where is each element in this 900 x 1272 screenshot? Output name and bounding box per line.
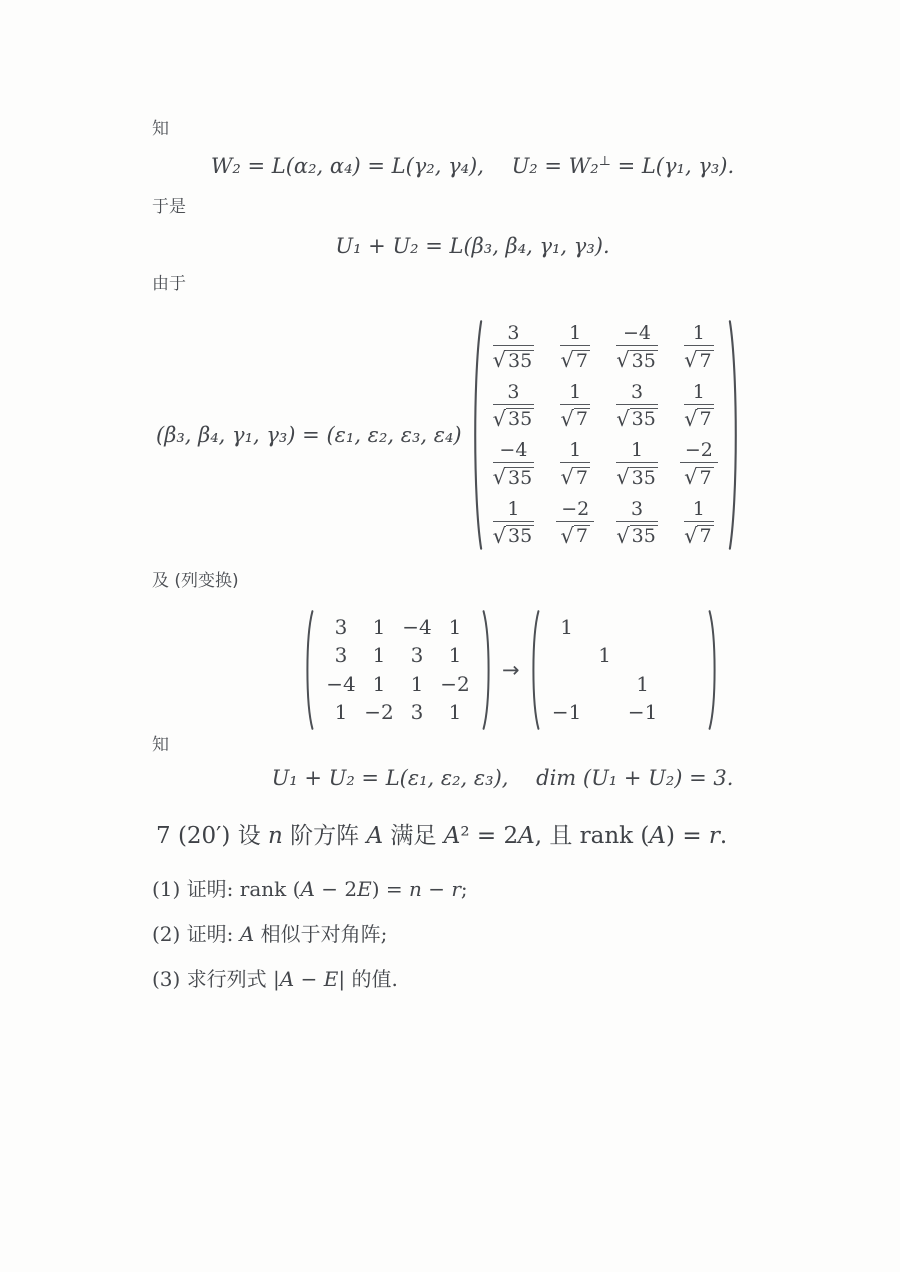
matrix-cell bbox=[616, 381, 658, 431]
fraction-denominator bbox=[684, 348, 713, 372]
sqrt-icon: √ bbox=[560, 348, 574, 373]
heading-text: 阶方阵 bbox=[282, 823, 367, 849]
matrix-cell bbox=[616, 439, 658, 489]
matrix-cell bbox=[616, 322, 658, 372]
heading-text: . bbox=[719, 823, 728, 849]
paren-right-icon bbox=[728, 319, 741, 551]
matrix-cell bbox=[560, 381, 589, 431]
fraction-numerator: 1 bbox=[616, 439, 658, 463]
equation-w2 bbox=[211, 154, 734, 178]
math-var-n: n bbox=[408, 877, 422, 901]
radicand: 7 bbox=[575, 349, 588, 372]
radicand: 35 bbox=[631, 525, 656, 548]
matrix-equation bbox=[156, 319, 900, 551]
fraction-denominator bbox=[493, 348, 535, 372]
matrix-cell: 1 bbox=[372, 671, 386, 696]
radicand: 7 bbox=[575, 408, 588, 431]
fraction-denominator bbox=[616, 524, 658, 548]
matrix-cell: −2 bbox=[440, 671, 470, 696]
math-var-r: r bbox=[451, 877, 461, 901]
radicand: 7 bbox=[699, 466, 712, 489]
matrix-cell bbox=[493, 498, 535, 548]
radicand: 7 bbox=[699, 525, 712, 548]
sqrt-icon: √ bbox=[560, 406, 574, 431]
fraction-denominator bbox=[616, 348, 658, 372]
fraction-denominator bbox=[616, 407, 658, 431]
heading-text: , 且 rank ( bbox=[534, 823, 650, 849]
fraction-numerator: 3 bbox=[493, 322, 535, 346]
math-var-A: A bbox=[518, 823, 535, 849]
problem7-heading bbox=[156, 820, 900, 852]
fraction-denominator bbox=[680, 465, 718, 489]
label-ji-column-transform: 及 (列变换) bbox=[152, 571, 239, 591]
fraction-denominator bbox=[616, 465, 658, 489]
matrix-cell: 3 bbox=[410, 699, 424, 724]
matrix-cell: 1 bbox=[334, 699, 348, 724]
item-text: ) = bbox=[371, 877, 409, 901]
matrix-cell bbox=[684, 498, 713, 548]
equation-u1u2: U₁ + U₂ = L(β₃, β₄, γ₁, γ₃). bbox=[335, 234, 610, 258]
matrix-cell: 3 bbox=[334, 615, 348, 640]
fraction-numerator: 3 bbox=[493, 381, 535, 405]
matrix-after bbox=[529, 610, 719, 730]
sqrt-icon: √ bbox=[616, 523, 630, 548]
fraction-numerator: −2 bbox=[556, 498, 594, 522]
matrix-transform-row bbox=[303, 610, 900, 730]
matrix-cell: 1 bbox=[410, 671, 424, 696]
item-text: − 2 bbox=[314, 877, 358, 901]
fraction-numerator: −2 bbox=[680, 439, 718, 463]
radicand: 7 bbox=[575, 525, 588, 548]
fraction-numerator: 3 bbox=[616, 498, 658, 522]
fraction-denominator bbox=[560, 465, 589, 489]
item-text: − bbox=[294, 967, 324, 991]
sqrt-icon: √ bbox=[492, 406, 507, 431]
sqrt-icon: √ bbox=[560, 523, 574, 548]
item-text: (1) 证明: rank ( bbox=[152, 877, 301, 901]
matrix-cell: 1 bbox=[448, 643, 462, 668]
matrix-cell: −4 bbox=[402, 615, 432, 640]
fraction-numerator: 3 bbox=[616, 381, 658, 405]
fraction-denominator bbox=[684, 524, 713, 548]
matrix-before bbox=[303, 610, 493, 730]
perp-superscript: ⊥ bbox=[598, 154, 611, 169]
fraction-numerator: 1 bbox=[493, 498, 535, 522]
matrix-cell: −1 bbox=[551, 699, 582, 724]
matrix-grid bbox=[483, 319, 728, 551]
problem7-item-2 bbox=[152, 921, 900, 947]
heading-text: ² = 2 bbox=[460, 823, 519, 849]
orthonormal-matrix bbox=[470, 319, 741, 551]
matrix-cell bbox=[684, 322, 713, 372]
matrix-cell: 1 bbox=[448, 615, 462, 640]
sqrt-icon: √ bbox=[684, 465, 698, 490]
heading-text: 满足 bbox=[383, 823, 444, 849]
matrix-cell bbox=[680, 439, 718, 489]
label-youyu: 由于 bbox=[152, 274, 186, 294]
matrix-grid bbox=[540, 610, 708, 730]
equation-dim: U₁ + U₂ = L(ε₁, ε₂, ε₃), dim (U₁ + U₂) = 3. bbox=[271, 766, 734, 790]
matrix-cell: 1 bbox=[636, 671, 649, 696]
math-var-A: A bbox=[239, 922, 255, 946]
sqrt-icon: √ bbox=[560, 465, 574, 490]
paren-right-icon bbox=[482, 610, 493, 730]
matrix-cell: 3 bbox=[334, 643, 348, 668]
paren-left-icon bbox=[470, 319, 483, 551]
matrix-cell: 1 bbox=[560, 615, 573, 640]
fraction-denominator bbox=[493, 407, 535, 431]
matrix-cell bbox=[493, 439, 535, 489]
fraction-numerator: 1 bbox=[684, 498, 713, 522]
matrix-cell: 1 bbox=[372, 643, 386, 668]
radicand: 35 bbox=[508, 349, 533, 372]
matrix-cell bbox=[493, 381, 535, 431]
sqrt-icon: √ bbox=[616, 465, 630, 490]
problem7-item-3 bbox=[152, 966, 900, 992]
sqrt-icon: √ bbox=[492, 465, 507, 490]
matrix-cell bbox=[560, 439, 589, 489]
paren-right-icon bbox=[708, 610, 719, 730]
item-text: (3) 求行列式 | bbox=[152, 967, 280, 991]
fraction-denominator bbox=[556, 524, 594, 548]
fraction-numerator: −4 bbox=[493, 439, 535, 463]
equation-dim-line bbox=[0, 764, 900, 792]
math-var-A: A bbox=[443, 823, 461, 849]
label-yushi: 于是 bbox=[152, 197, 186, 217]
fraction-denominator bbox=[684, 407, 713, 431]
matrix-equation-lhs: (β₃, β₄, γ₁, γ₃) = (ε₁, ε₂, ε₃, ε₄) bbox=[156, 423, 462, 447]
matrix-cell: 1 bbox=[372, 615, 386, 640]
fraction-numerator: 1 bbox=[560, 322, 589, 346]
math-var-A: A bbox=[366, 823, 384, 849]
item-text: − bbox=[421, 877, 452, 901]
item-text: | 的值. bbox=[338, 967, 398, 991]
math-var-E: E bbox=[357, 877, 372, 901]
matrix-cell: 1 bbox=[448, 699, 462, 724]
arrow-icon: → bbox=[502, 658, 520, 682]
item-text: ; bbox=[460, 877, 468, 901]
math-var-r: r bbox=[708, 823, 720, 849]
radicand: 35 bbox=[508, 466, 533, 489]
label-zhi-1: 知 bbox=[152, 119, 169, 139]
radicand: 35 bbox=[631, 466, 656, 489]
fraction-denominator bbox=[493, 524, 535, 548]
heading-text: ) = bbox=[666, 823, 709, 849]
math-var-A: A bbox=[300, 877, 315, 901]
fraction-denominator bbox=[493, 465, 535, 489]
fraction-numerator: 1 bbox=[560, 381, 589, 405]
fraction-numerator: 1 bbox=[684, 381, 713, 405]
sqrt-icon: √ bbox=[684, 348, 698, 373]
fraction-numerator: −4 bbox=[616, 322, 658, 346]
matrix-cell bbox=[684, 381, 713, 431]
sqrt-icon: √ bbox=[492, 348, 507, 373]
item-text: 相似于对角阵; bbox=[254, 922, 388, 946]
sqrt-icon: √ bbox=[492, 523, 507, 548]
math-var-n: n bbox=[268, 823, 283, 849]
radicand: 7 bbox=[699, 408, 712, 431]
radicand: 35 bbox=[508, 408, 533, 431]
label-zhi-2: 知 bbox=[152, 735, 169, 755]
matrix-cell: −1 bbox=[627, 699, 658, 724]
fraction-numerator: 1 bbox=[684, 322, 713, 346]
math-var-A: A bbox=[279, 967, 295, 991]
equation-w2-part1: W₂ = L(α₂, α₄) = L(γ₂, γ₄), U₂ = W₂ bbox=[210, 154, 599, 178]
item-text: (2) 证明: bbox=[152, 922, 240, 946]
math-var-A: A bbox=[649, 823, 667, 849]
paren-left-icon bbox=[303, 610, 314, 730]
radicand: 7 bbox=[575, 466, 588, 489]
heading-text: 7 (20′) 设 bbox=[156, 823, 269, 849]
problem7-item-1 bbox=[152, 876, 900, 902]
matrix-cell: −2 bbox=[364, 699, 394, 724]
equation-w2-line bbox=[0, 152, 900, 180]
matrix-cell bbox=[493, 322, 535, 372]
matrix-grid bbox=[314, 610, 482, 730]
math-var-E: E bbox=[323, 967, 339, 991]
sqrt-icon: √ bbox=[684, 523, 698, 548]
radicand: 35 bbox=[508, 525, 533, 548]
fraction-denominator bbox=[560, 407, 589, 431]
matrix-cell: −4 bbox=[326, 671, 356, 696]
radicand: 35 bbox=[631, 349, 656, 372]
sqrt-icon: √ bbox=[684, 406, 698, 431]
matrix-cell bbox=[616, 498, 658, 548]
fraction-denominator bbox=[560, 348, 589, 372]
sqrt-icon: √ bbox=[616, 348, 630, 373]
radicand: 7 bbox=[699, 349, 712, 372]
radicand: 35 bbox=[631, 408, 656, 431]
equation-w2-part2: = L(γ₁, γ₃). bbox=[610, 154, 735, 178]
equation-u1u2-line bbox=[0, 232, 900, 260]
paren-left-icon bbox=[529, 610, 540, 730]
matrix-cell: 1 bbox=[598, 643, 611, 668]
matrix-cell: 3 bbox=[410, 643, 424, 668]
matrix-cell bbox=[556, 498, 594, 548]
matrix-cell bbox=[560, 322, 589, 372]
fraction-numerator: 1 bbox=[560, 439, 589, 463]
sqrt-icon: √ bbox=[616, 406, 630, 431]
